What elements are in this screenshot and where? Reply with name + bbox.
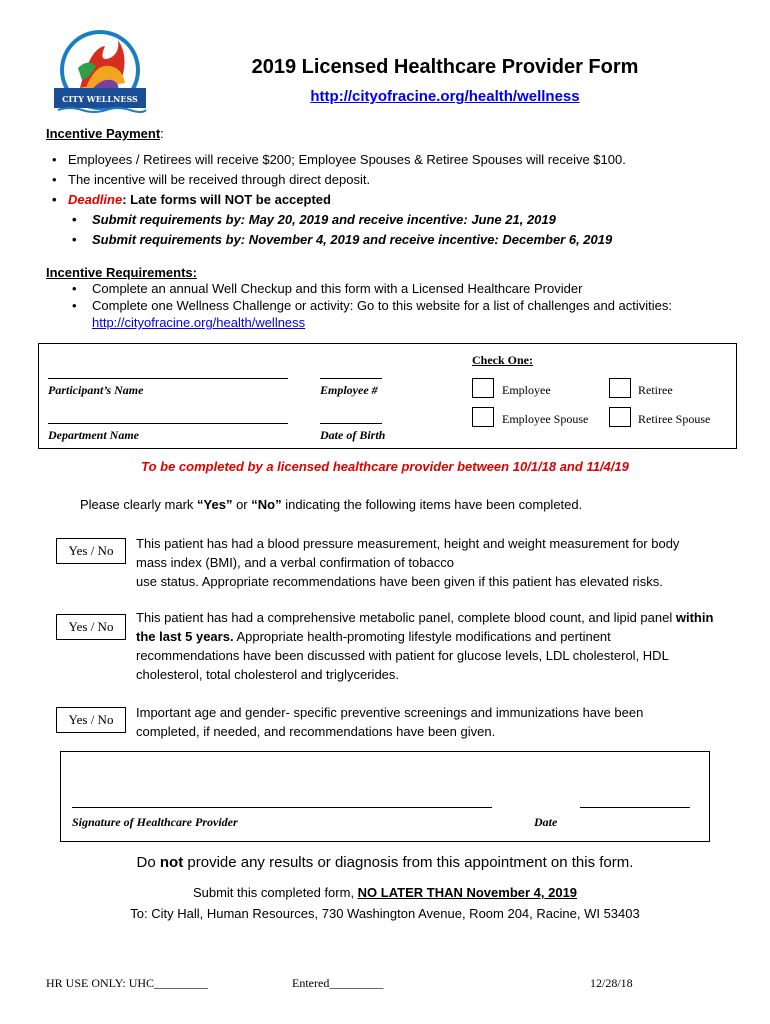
retiree-spouse-option-label: Retiree Spouse bbox=[638, 412, 711, 426]
employee-option-label: Employee bbox=[502, 383, 551, 397]
incentive-payment-list bbox=[46, 150, 746, 250]
yes-no-box-3[interactable]: Yes / No bbox=[56, 707, 126, 733]
provider-banner: To be completed by a licensed healthcare provider between 10/1/18 and 11/4/19 bbox=[141, 459, 629, 474]
employee-spouse-checkbox[interactable] bbox=[472, 407, 494, 427]
date-line[interactable] bbox=[580, 807, 690, 808]
date-of-birth-label: Date of Birth bbox=[320, 428, 386, 442]
provider-instruction: Please clearly mark “Yes” or “No” indicating the following items have been completed. bbox=[80, 497, 583, 512]
signature-label: Signature of Healthcare Provider bbox=[72, 815, 238, 829]
item-2-text: This patient has had a comprehensive metabolic panel, complete blood count, and lipid panel within the last 5 years. Appropriate health-promoting lifestyle modifications and pertinent recommendations have been discussed with patient for glucose levels, LDL cholesterol, HDL cholesterol, total cholesterol and triglycerides. bbox=[136, 610, 714, 682]
list-item: • Employees / Retirees will receive $200; Employee Spouses & Retiree Spouses will receive $100. bbox=[46, 150, 746, 170]
date-of-birth-line[interactable] bbox=[320, 423, 382, 424]
incentive-payment-heading: Incentive Payment: bbox=[46, 126, 164, 141]
list-item: • Complete one Wellness Challenge or activity: Go to this website for a list of challenges and activities: bbox=[72, 298, 672, 313]
employee-number-label: Employee # bbox=[320, 383, 378, 397]
list-item: • Submit requirements by: May 20, 2019 and receive incentive: June 21, 2019 bbox=[72, 212, 556, 227]
employee-checkbox[interactable] bbox=[472, 378, 494, 398]
incentive-requirements-heading: Incentive Requirements: bbox=[46, 265, 197, 280]
date-label: Date bbox=[534, 815, 558, 829]
hr-use-field: HR USE ONLY: UHC_________ bbox=[46, 976, 209, 990]
department-name-label: Department Name bbox=[48, 428, 139, 442]
item-3-text: Important age and gender- specific preventive screenings and immunizations have been completed, if needed, and recommendations have been given. bbox=[136, 705, 644, 739]
employee-spouse-option-label: Employee Spouse bbox=[502, 412, 589, 426]
entered-field: Entered_________ bbox=[292, 976, 384, 990]
form-title: 2019 Licensed Healthcare Provider Form bbox=[251, 56, 639, 78]
retiree-checkbox[interactable] bbox=[609, 378, 631, 398]
retiree-option-label: Retiree bbox=[638, 383, 673, 397]
retiree-spouse-checkbox[interactable] bbox=[609, 407, 631, 427]
check-one-label: Check One: bbox=[472, 353, 533, 367]
list-item: • Complete an annual Well Checkup and this form with a Licensed Healthcare Provider bbox=[72, 281, 583, 296]
mailing-address: To: City Hall, Human Resources, 730 Washington Avenue, Room 204, Racine, WI 53403 bbox=[130, 906, 640, 921]
list-item bbox=[46, 314, 746, 331]
submit-deadline: Submit this completed form, NO LATER THAN November 4, 2019 bbox=[192, 885, 578, 900]
participant-name-label: Participant’s Name bbox=[48, 383, 144, 397]
department-name-line[interactable] bbox=[48, 423, 288, 424]
challenges-link[interactable]: http://cityofracine.org/health/wellness bbox=[92, 315, 306, 330]
item-1-text: This patient has had a blood pressure measurement, height and weight measurement for body mass index (BMI), and a verbal confirmation of tobacco use status. Appropriate recommendations have been given if this patient has elevated risks. bbox=[136, 536, 680, 589]
svg-text:CITY WELLNESS: CITY WELLNESS bbox=[62, 94, 138, 104]
list-item: • The incentive will be received through direct deposit. bbox=[46, 170, 746, 190]
wellness-url-link[interactable]: http://cityofracine.org/health/wellness bbox=[310, 88, 580, 105]
deadline-item: • Deadline: Late forms will NOT be accepted bbox=[46, 190, 746, 210]
yes-no-box-1[interactable]: Yes / No bbox=[56, 538, 126, 564]
signature-line[interactable] bbox=[72, 807, 492, 808]
incentive-requirements-list bbox=[46, 280, 746, 331]
employee-number-line[interactable] bbox=[320, 378, 382, 379]
list-item: • Submit requirements by: November 4, 2019 and receive incentive: December 6, 2019 bbox=[72, 232, 613, 247]
form-date: 12/28/18 bbox=[590, 976, 633, 990]
participant-name-line[interactable] bbox=[48, 378, 288, 379]
yes-no-box-2[interactable]: Yes / No bbox=[56, 614, 126, 640]
notice-text: Do not provide any results or diagnosis from this appointment on this form. bbox=[136, 854, 634, 871]
